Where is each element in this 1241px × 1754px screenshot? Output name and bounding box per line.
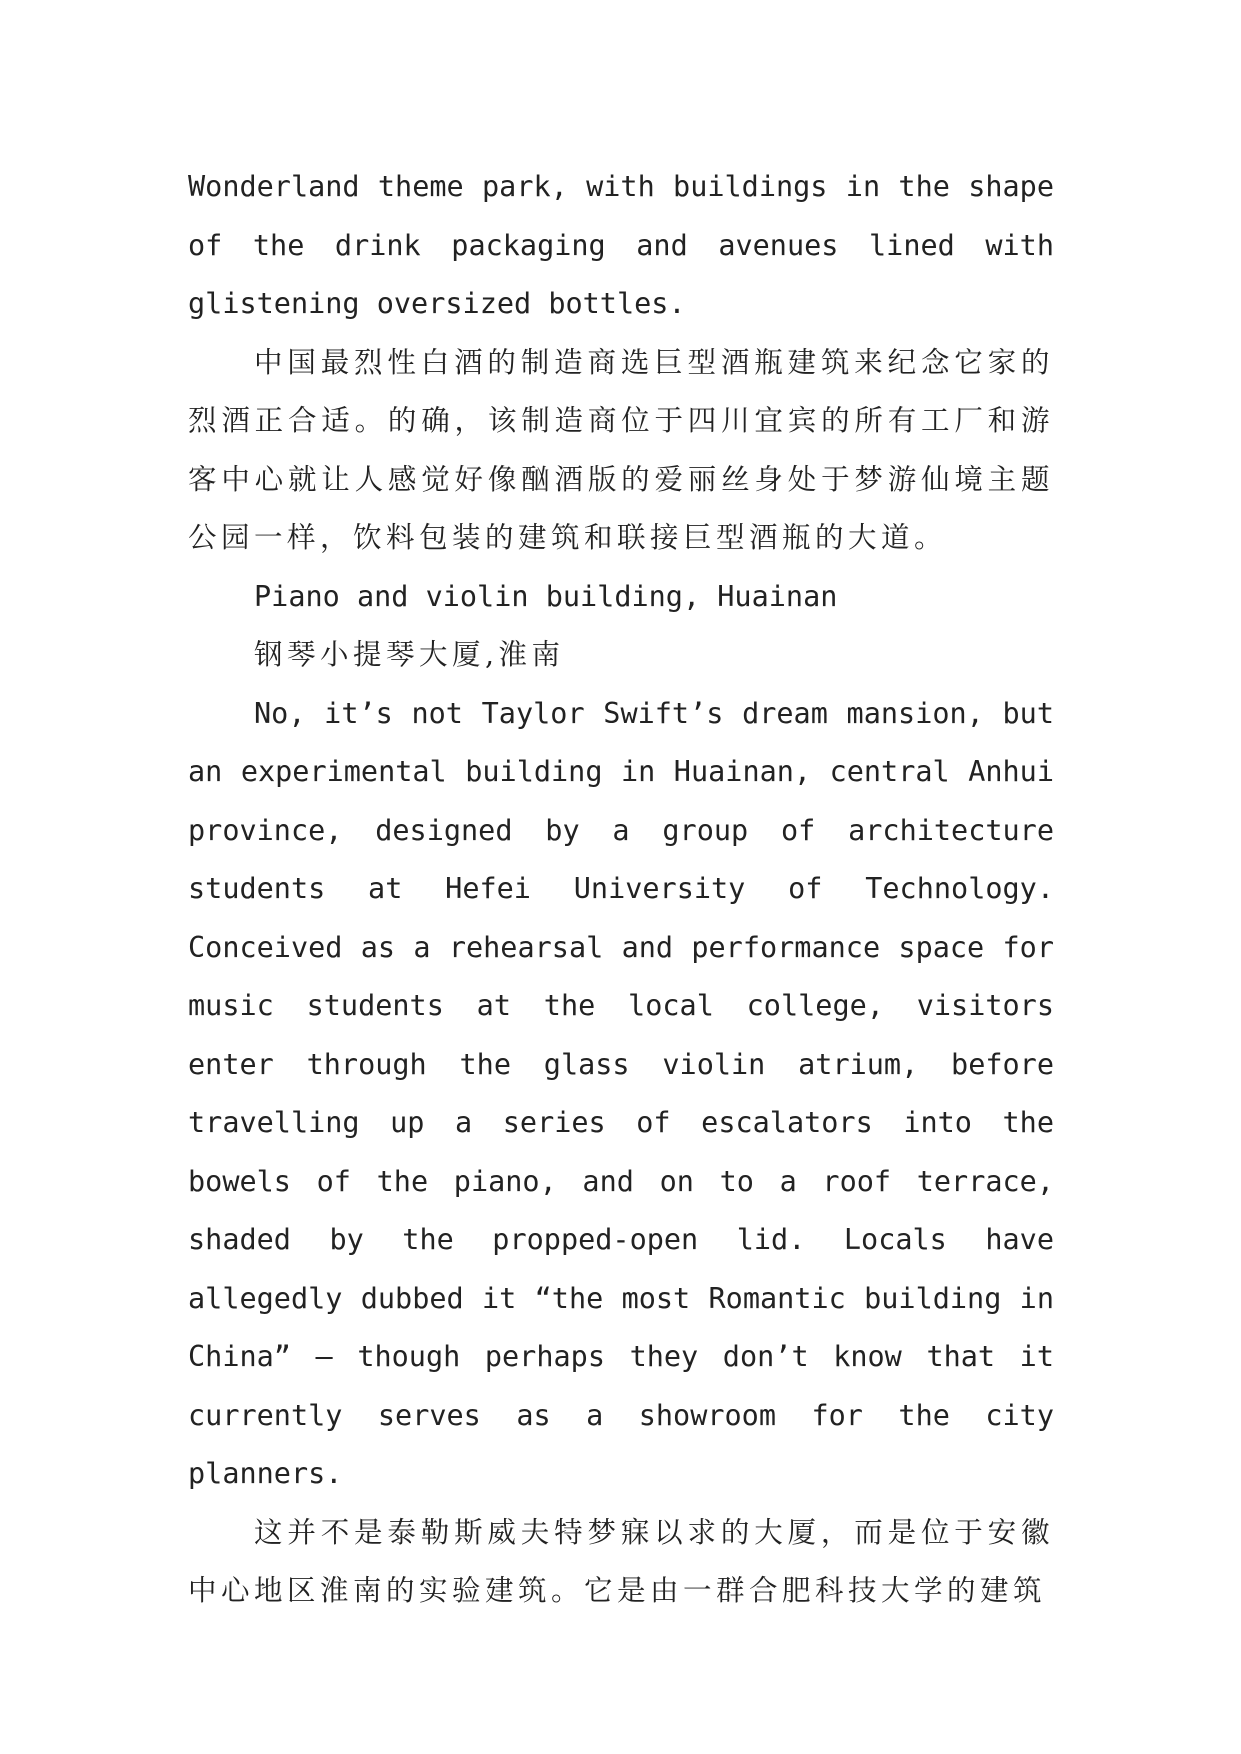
paragraph-piano-violin: No, it’s not Taylor Swift’s dream mansion, but an experimental building in Huainan, central Anhui province, designed by a group of architecture students at Hefei University of Technology. Conceived as a rehearsal and performance space for music students at the local college, visitors enter through the glass violin atrium, before travelling up a series of escalators into the bowels of the piano, and on to a roof terrace, shaded by the propped-open lid. Locals have allegedly dubbed it “the most Romantic building in China” – though perhaps they don’t know that it currently serves as a showroom for the city planners. — [188, 696, 1054, 1490]
paragraph-piano-violin-chinese: 这并不是泰勒斯威夫特梦寐以求的大厦，而是位于安徽中心地区淮南的实验建筑。它是由一群合肥科技大学的建筑 — [188, 1515, 1054, 1607]
heading-piano-violin-building: Piano and violin building, Huainan — [254, 579, 838, 613]
document-page — [188, 158, 1054, 1621]
heading-piano-violin-building-chinese: 钢琴小提琴大厦,淮南 — [254, 638, 565, 671]
paragraph-baijiu-chinese: 中国最烈性白酒的制造商选巨型酒瓶建筑来纪念它家的烈酒正合适。的确，该制造商位于四川宜宾的所有工厂和游客中心就让人感觉好像酗酒版的爱丽丝身处于梦游仙境主题公园一样，饮料包装的建筑和联接巨型酒瓶的大道。 — [188, 345, 1054, 554]
paragraph-wonderland: Wonderland theme park, with buildings in the shape of the drink packaging and avenues lined with glistening oversized bottles. — [188, 170, 1054, 320]
